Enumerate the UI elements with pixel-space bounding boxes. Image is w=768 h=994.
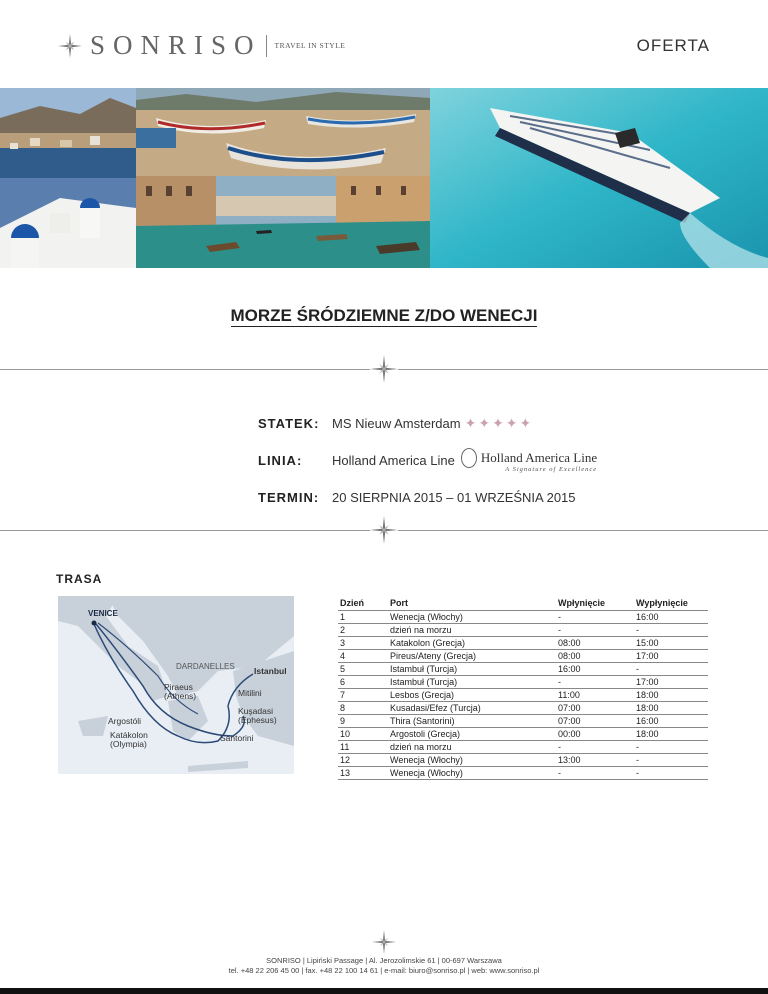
itinerary-day: 2 [338,623,388,636]
photo-fishing-boats [136,88,430,176]
hal-logo-text: Holland America Line [480,450,598,466]
map-label-piraeus: Piraeus [164,682,193,692]
itinerary-departure: 15:00 [634,636,708,649]
compass-star-icon [58,34,82,58]
star-icon: ✦ [464,415,477,431]
map-label-santorini: Santorini [220,733,254,743]
logo-divider [266,35,267,57]
itinerary-arrival: 08:00 [556,649,634,662]
itinerary-port: Wenecja (Włochy) [388,766,556,779]
route-map [58,596,294,774]
itinerary-row [338,662,708,675]
col-header-departure: Wypłynięcie [634,597,708,610]
date-range: 20 SIERPNIA 2015 – 01 WRZEŚNIA 2015 [332,490,576,505]
section-divider [0,516,768,546]
itinerary-departure: - [634,623,708,636]
itinerary-arrival: 07:00 [556,701,634,714]
itinerary-row [338,610,708,623]
sonriso-logo[interactable] [58,30,345,61]
photo-cruise-ship [430,88,768,268]
section-divider [0,355,768,385]
ship-row [258,405,597,442]
itinerary-day: 11 [338,740,388,753]
offer-label: OFERTA [636,36,710,55]
cruise-line-name: Holland America Line [332,453,455,468]
itinerary-day: 3 [338,636,388,649]
hal-crest-icon [461,448,477,468]
itinerary-row [338,753,708,766]
star-icon: ✦ [492,415,504,431]
map-label-ephesus: (Ephesus) [238,715,277,725]
itinerary-row [338,714,708,727]
offer-title [0,306,768,326]
divider-line [0,369,370,370]
ship-name: MS Nieuw Amsterdam [332,416,461,431]
col-header-day: Dzień [338,597,388,610]
map-label-katakolon: Katákolon [110,730,148,740]
itinerary-arrival: 11:00 [556,688,634,701]
ship-label: STATEK: [258,416,320,431]
itinerary-departure: 18:00 [634,727,708,740]
itinerary-arrival: 16:00 [556,662,634,675]
divider-line [0,530,370,531]
itinerary-row [338,675,708,688]
itinerary-arrival: - [556,766,634,779]
photo-greek-coast [0,88,136,268]
line-row [258,442,597,479]
date-label: TERMIN: [258,490,320,505]
map-label-kusadasi: Kuşadasi [238,706,273,716]
itinerary-row [338,701,708,714]
itinerary-row [338,766,708,779]
itinerary-port: dzień na morzu [388,740,556,753]
map-label-olympia: (Olympia) [110,739,147,749]
offer-details [258,405,597,516]
itinerary-day: 8 [338,701,388,714]
line-label: LINIA: [258,453,303,468]
itinerary-port: Istambuł (Turcja) [388,662,556,675]
itinerary-port: dzień na morzu [388,623,556,636]
itinerary-day: 5 [338,662,388,675]
itinerary-port: Wenecja (Włochy) [388,610,556,623]
page-header [0,0,768,88]
itinerary-table [338,597,708,780]
itinerary-day: 10 [338,727,388,740]
itinerary-port: Kusadasi/Efez (Turcja) [388,701,556,714]
map-label-argostoli: Argostóli [108,716,142,726]
logo-tagline: TRAVEL IN STYLE [274,41,346,50]
itinerary-day: 1 [338,610,388,623]
star-icon: ✦ [519,415,532,431]
itinerary-departure: 16:00 [634,714,708,727]
footer-address: SONRISO | Lipiński Passage | Al. Jerozolimskie 61 | 00-697 Warszawa [266,956,502,965]
itinerary-day: 6 [338,675,388,688]
photo-banner [0,88,768,268]
photo-venice-canal [136,176,430,268]
itinerary-row [338,727,708,740]
map-label-athens: (Athens) [164,691,197,701]
itinerary-port: Thira (Santorini) [388,714,556,727]
col-header-port: Port [388,597,556,610]
itinerary-port: Istambuł (Turcja) [388,675,556,688]
itinerary-departure: - [634,753,708,766]
ship-rating [465,415,532,432]
col-header-arrival: Wpłynięcie [556,597,634,610]
itinerary-header-row [338,597,708,610]
map-label-dardanelles: DARDANELLES [176,662,235,671]
itinerary-departure: 18:00 [634,688,708,701]
itinerary-day: 4 [338,649,388,662]
itinerary-day: 13 [338,766,388,779]
itinerary-port: Pireus/Ateny (Grecja) [388,649,556,662]
itinerary-port: Wenecja (Włochy) [388,753,556,766]
divider-line [398,369,768,370]
itinerary-departure: 18:00 [634,701,708,714]
compass-star-icon [372,930,396,954]
compass-star-icon [370,355,398,383]
offer-title-text: MORZE ŚRÓDZIEMNE Z/DO WENECJI [230,306,538,325]
map-label-istanbul: Istanbul [254,666,287,676]
itinerary-row [338,623,708,636]
itinerary-row [338,688,708,701]
star-icon: ✦ [478,415,491,431]
star-icon: ✦ [505,415,518,431]
footer-contact: tel. +48 22 206 45 00 | fax. +48 22 100 14 61 | e-mail: biuro@sonriso.pl | web: www.sonriso.pl [228,966,540,975]
bottom-bar [0,988,768,994]
itinerary-departure: - [634,740,708,753]
itinerary-row [338,636,708,649]
itinerary-row [338,649,708,662]
itinerary-port: Argostoli (Grecja) [388,727,556,740]
map-label-venice: VENICE [88,609,118,618]
itinerary-arrival: 07:00 [556,714,634,727]
date-row [258,479,597,516]
itinerary-arrival: - [556,675,634,688]
itinerary-arrival: - [556,610,634,623]
itinerary-arrival: - [556,623,634,636]
itinerary-arrival: 00:00 [556,727,634,740]
logo-wordmark: SONRISO [90,30,262,60]
itinerary-port: Katakolon (Grecja) [388,636,556,649]
itinerary-departure: - [634,766,708,779]
itinerary-day: 9 [338,714,388,727]
itinerary-day: 7 [338,688,388,701]
itinerary-departure: 17:00 [634,649,708,662]
holland-america-logo [461,448,597,473]
itinerary-arrival: 08:00 [556,636,634,649]
itinerary-day: 12 [338,753,388,766]
itinerary-arrival: - [556,740,634,753]
itinerary-arrival: 13:00 [556,753,634,766]
compass-star-icon [370,516,398,544]
route-heading: TRASA [56,572,103,586]
itinerary-departure: 16:00 [634,610,708,623]
itinerary-departure: - [634,662,708,675]
hal-logo-subtitle: A Signature of Excellence [505,466,598,473]
itinerary-departure: 17:00 [634,675,708,688]
page-footer [0,956,768,976]
itinerary-port: Lesbos (Grecja) [388,688,556,701]
itinerary-row [338,740,708,753]
divider-line [398,530,768,531]
map-label-mitilini: Mitilini [238,688,262,698]
